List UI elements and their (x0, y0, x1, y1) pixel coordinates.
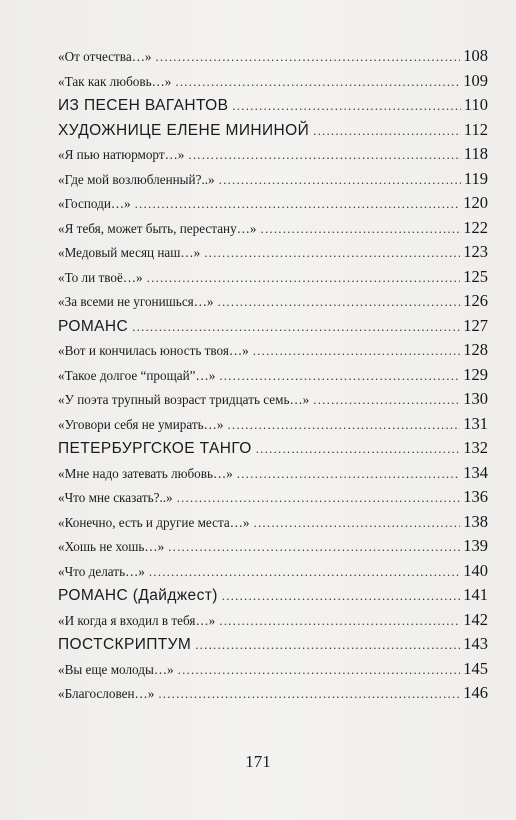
dot-leader (204, 245, 460, 261)
toc-poem-entry (58, 365, 488, 390)
toc-poem-entry (58, 242, 488, 267)
dot-leader (237, 466, 460, 482)
toc-poem-entry (58, 610, 488, 635)
dot-leader (188, 147, 460, 163)
entry-title: «Мне надо затевать любовь…» (58, 465, 233, 481)
entry-page-number: 112 (463, 119, 488, 139)
entry-title: «Медовый месяц наш…» (58, 245, 201, 260)
entry-title: «Уговори себя не умирать…» (58, 416, 224, 432)
page-number: 171 (245, 752, 271, 771)
entry-title: «Вот и кончилась юность твоя…» (58, 343, 249, 358)
dot-leader (219, 613, 460, 629)
dot-leader (177, 490, 461, 506)
entry-page-number: 139 (463, 536, 488, 555)
dot-leader (155, 49, 460, 65)
toc-poem-entry (58, 463, 488, 488)
entry-title: ХУДОЖНИЦЕ ЕЛЕНЕ МИНИНОЙ (58, 121, 310, 139)
entry-page-number: 131 (463, 413, 488, 433)
dot-leader (232, 98, 461, 114)
toc-poem-entry (58, 267, 488, 292)
entry-title: «Я тебя, может быть, перестану…» (58, 220, 257, 236)
entry-title: «Такое долгое “прощай”…» (58, 367, 216, 383)
dot-leader (253, 343, 461, 359)
toc-poem-entry (58, 512, 488, 537)
entry-page-number: 123 (463, 242, 488, 261)
toc-section-entry (58, 95, 488, 120)
dot-leader (313, 123, 461, 139)
entry-page-number: 127 (463, 315, 488, 335)
dot-leader (219, 172, 461, 188)
dot-leader (132, 319, 460, 335)
toc-section-entry (58, 585, 488, 610)
entry-page-number: 140 (463, 560, 488, 580)
dot-leader (175, 74, 460, 90)
dot-leader (178, 662, 461, 678)
entry-page-number: 122 (463, 217, 488, 237)
entry-page-number: 119 (463, 168, 488, 188)
entry-title: «Благословен…» (58, 686, 155, 701)
entry-title: ПОСТСКРИПТУМ (58, 636, 192, 653)
dot-leader (256, 441, 461, 457)
toc-poem-entry (58, 71, 488, 96)
toc-poem-entry (58, 414, 488, 439)
entry-title: «У поэта трупный возраст тридцать семь…» (58, 392, 310, 407)
toc-poem-entry (58, 487, 488, 512)
entry-title: «Вы еще молоды…» (58, 661, 174, 677)
toc-poem-entry (58, 46, 488, 71)
entry-title: РОМАНС (58, 317, 129, 335)
entry-page-number: 132 (463, 438, 488, 457)
entry-page-number: 109 (463, 70, 488, 90)
toc-section-entry (58, 438, 488, 463)
entry-page-number: 118 (463, 144, 488, 163)
toc-poem-entry (58, 193, 488, 218)
dot-leader (313, 392, 460, 408)
entry-title: «Что делать…» (58, 563, 145, 579)
entry-title: «И когда я входил в тебя…» (58, 612, 216, 628)
entry-title: «За всеми не угонишься…» (58, 294, 214, 309)
entry-title: «Господи…» (58, 196, 131, 211)
dot-leader (195, 637, 460, 653)
entry-page-number: 138 (463, 511, 488, 531)
entry-page-number: 110 (463, 95, 488, 114)
toc-section-entry (58, 316, 488, 341)
entry-title: «От отчества…» (58, 49, 152, 64)
entry-page-number: 125 (463, 266, 488, 286)
entry-title: ИЗ ПЕСЕН ВАГАНТОВ (58, 97, 229, 114)
entry-page-number: 120 (463, 193, 488, 212)
entry-page-number: 134 (463, 462, 488, 482)
toc-section-entry (58, 120, 488, 145)
toc-poem-entry (58, 536, 488, 561)
dot-leader (261, 221, 461, 237)
entry-page-number: 128 (463, 340, 488, 359)
toc-poem-entry (58, 683, 488, 708)
toc-poem-entry (58, 291, 488, 316)
entry-title: «Что мне сказать?..» (58, 490, 173, 505)
toc-poem-entry (58, 144, 488, 169)
entry-title: «Так как любовь…» (58, 73, 172, 89)
toc-poem-entry (58, 659, 488, 684)
toc-poem-entry (58, 340, 488, 365)
entry-title: «Конечно, есть и другие места…» (58, 514, 250, 530)
entry-page-number: 145 (463, 658, 488, 678)
toc-poem-entry (58, 561, 488, 586)
dot-leader (149, 564, 460, 580)
dot-leader (254, 515, 461, 531)
entry-title: ПЕТЕРБУРГСКОЕ ТАНГО (58, 440, 252, 457)
dot-leader (135, 196, 461, 212)
toc-poem-entry (58, 218, 488, 243)
dot-leader (158, 686, 460, 702)
dot-leader (219, 368, 460, 384)
entry-title: РОМАНС (Дайджест) (58, 587, 218, 604)
entry-page-number: 136 (463, 487, 488, 506)
dot-leader (227, 417, 460, 433)
entry-title: «Где мой возлюбленный?..» (58, 171, 215, 187)
entry-title: «То ли твоё…» (58, 269, 143, 285)
entry-page-number: 146 (463, 683, 488, 702)
entry-title: «Я пью натюрморт…» (58, 147, 185, 162)
dot-leader (222, 588, 460, 604)
dot-leader (218, 294, 461, 310)
entry-page-number: 141 (463, 585, 488, 604)
entry-page-number: 130 (463, 389, 488, 408)
toc-section-entry (58, 634, 488, 659)
table-of-contents (58, 46, 488, 708)
entry-page-number: 126 (463, 291, 488, 310)
entry-page-number: 108 (463, 46, 488, 65)
dot-leader (168, 539, 460, 555)
toc-poem-entry (58, 389, 488, 414)
toc-poem-entry (58, 169, 488, 194)
entry-page-number: 143 (463, 634, 488, 653)
entry-title: «Хошь не хошь…» (58, 539, 165, 554)
entry-page-number: 129 (463, 364, 488, 384)
entry-page-number: 142 (463, 609, 488, 629)
dot-leader (147, 270, 461, 286)
